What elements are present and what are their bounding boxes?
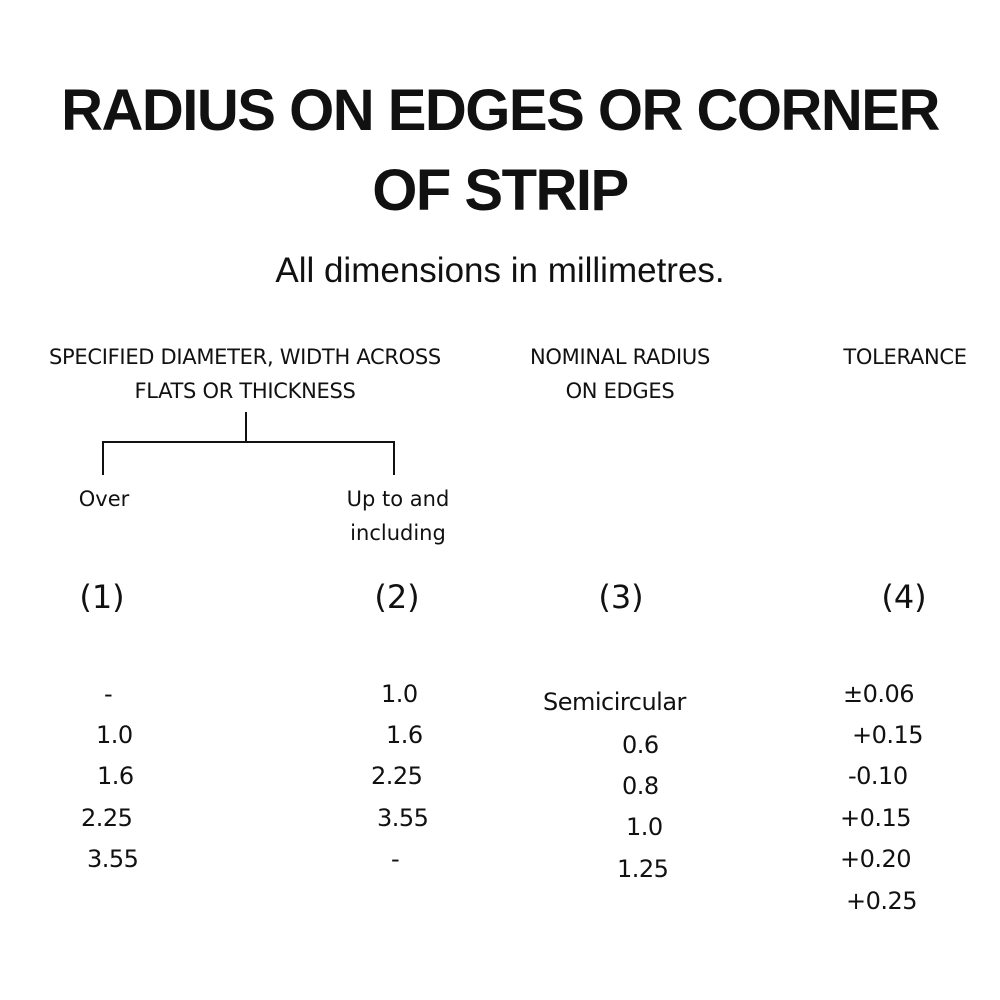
page-subtitle: All dimensions in millimetres.: [275, 251, 725, 290]
subheader-up-to-line-2: including: [350, 521, 446, 545]
header-specified-dimension-line-1: SPECIFIED DIAMETER, WIDTH ACROSS: [49, 345, 441, 369]
table-cell-radius: Semicircular: [543, 688, 686, 716]
table-cell-tolerance: +0.15: [840, 804, 912, 832]
subheader-over: Over: [78, 487, 130, 511]
table-cell-tolerance: +0.20: [840, 845, 912, 873]
column-number-3: (3): [598, 578, 644, 616]
table-cell-up-to: 1.6: [386, 721, 423, 749]
table-cell-over: 3.55: [87, 845, 139, 873]
table-cell-tolerance: +0.25: [846, 887, 918, 915]
table-cell-over: 1.6: [97, 762, 134, 790]
bracket-bar: [102, 441, 395, 443]
bracket-left-leg: [102, 441, 104, 475]
table-cell-radius: 0.8: [622, 772, 659, 800]
table-cell-radius: 1.0: [626, 813, 663, 841]
subheader-up-to-line-1: Up to and: [346, 487, 450, 511]
header-specified-dimension-line-2: FLATS OR THICKNESS: [134, 379, 356, 403]
table-cell-up-to: -: [391, 845, 400, 873]
table-cell-up-to: 3.55: [377, 804, 429, 832]
header-nominal-radius: [500, 340, 740, 408]
table-cell-up-to: 1.0: [381, 680, 418, 708]
header-nominal-radius-line-2: ON EDGES: [565, 379, 675, 403]
column-number-2: (2): [374, 578, 420, 616]
header-tolerance: TOLERANCE: [843, 345, 967, 369]
table-cell-tolerance: -0.10: [848, 762, 908, 790]
header-specified-dimension: [20, 340, 470, 408]
table-cell-up-to: 2.25: [371, 762, 423, 790]
table-cell-tolerance: ±0.06: [843, 680, 915, 708]
table-cell-over: 1.0: [96, 721, 133, 749]
page-title-line-2: OF STRIP: [372, 158, 628, 223]
column-number-1: (1): [79, 578, 125, 616]
table-cell-over: 2.25: [81, 804, 133, 832]
column-number-4: (4): [881, 578, 927, 616]
table-cell-over: -: [104, 680, 113, 708]
subheader-up-to-and-including: [318, 482, 478, 550]
header-nominal-radius-line-1: NOMINAL RADIUS: [530, 345, 710, 369]
table-cell-radius: 0.6: [622, 731, 659, 759]
table-cell-tolerance: +0.15: [852, 721, 924, 749]
bracket-right-leg: [393, 441, 395, 475]
bracket-stem: [245, 412, 247, 442]
table-cell-radius: 1.25: [617, 855, 669, 883]
page-title-line-1: RADIUS ON EDGES OR CORNER: [61, 78, 939, 143]
